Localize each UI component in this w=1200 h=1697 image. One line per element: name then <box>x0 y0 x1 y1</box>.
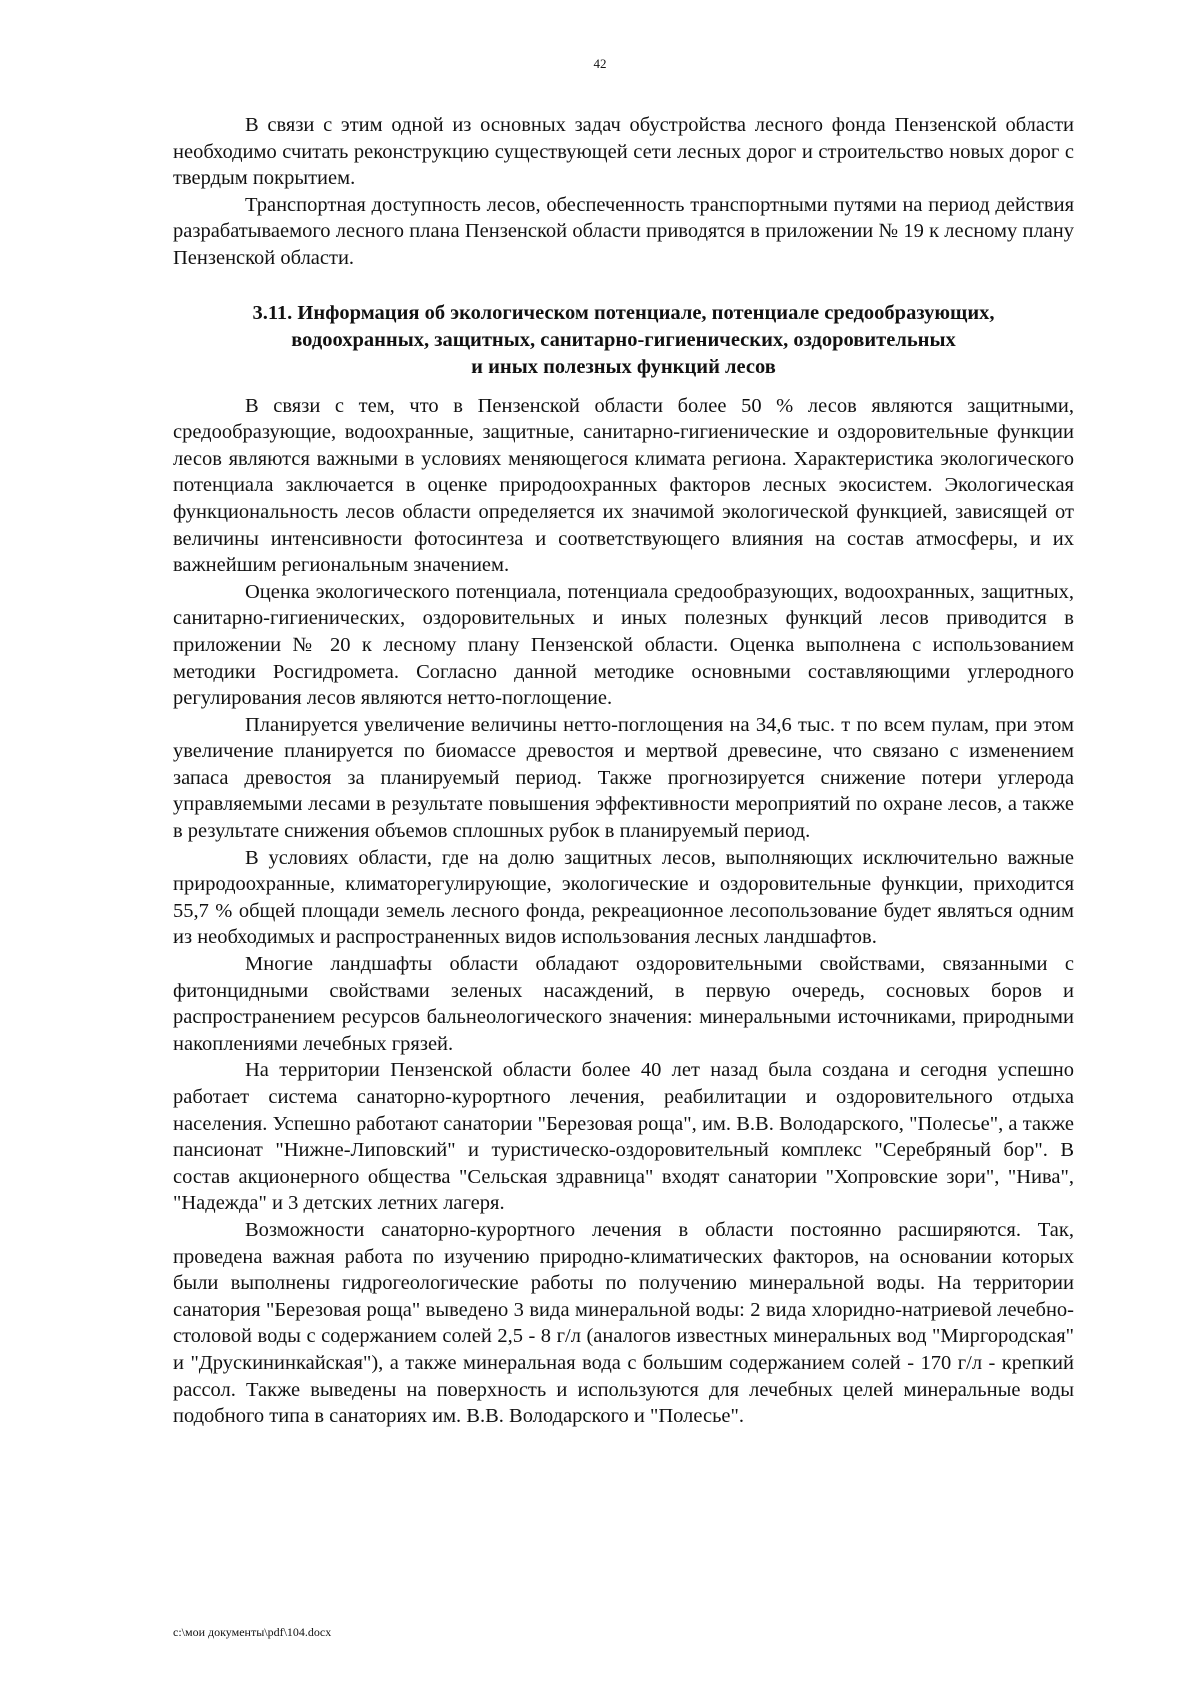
section-heading-line-2: водоохранных, защитных, санитарно-гигиенических, оздоровительных <box>291 328 956 351</box>
paragraph-landscapes: Многие ландшафты области обладают оздоровительными свойствами, связанными с фитонцидными свойствами зеленых насаждений, в первую очередь, сосновых боров и распространением ресурсов бальнеологического значения: минеральными источниками, природными накоплениями лечебных грязей. <box>173 953 1074 1055</box>
paragraph-intro-1: В связи с этим одной из основных задач обустройства лесного фонда Пензенской области необходимо считать реконструкцию существующей сети лесных дорог и строительство новых дорог с твердым покрытием. <box>173 114 1074 190</box>
page-number: 42 <box>593 56 607 71</box>
paragraph-ecological-potential: В связи с тем, что в Пензенской области более 50 % лесов являются защитными, средообразующие, водоохранные, защитные, санитарно-гигиенические и оздоровительные функции лесов являются важными в условиях меняющегося климата региона. Характеристика экологического потенциала заключается в оценке природоохранных факторов лесных экосистем. Экологическая функциональность лесов области определяется их значимой экологической функцией, зависящей от величины интенсивности фотосинтеза и соответствующего влияния на состав атмосферы, и их важнейшим региональным значением. <box>173 394 1074 577</box>
section-heading-line-3: и иных полезных функций лесов <box>471 355 776 378</box>
section-heading <box>173 300 1074 381</box>
paragraph-mineral-water: Возможности санаторно-курортного лечения в области постоянно расширяются. Так, проведена важная работа по изучению природно-климатических факторов, на основании которых были выполнены гидрогеологические работы по получению минеральной воды. На территории санатория "Березовая роща" выведено 3 вида минеральной воды: 2 вида хлоридно-натриевой лечебно-столовой воды с содержанием солей 2,5 - 8 г/л (аналогов известных минеральных вод "Миргородская" и "Друскининкайская"), а также минеральная вода с большим содержанием солей - 170 г/л - крепкий рассол. Также выведены на поверхность и используются для лечебных целей минеральные воды подобного типа в санаториях им. В.В. Володарского и "Полесье". <box>173 1218 1074 1428</box>
paragraph-assessment: Оценка экологического потенциала, потенциала средообразующих, водоохранных, защитных, санитарно-гигиенических, оздоровительных и иных полезных функций лесов приводится в приложении № 20 к лесному плану Пензенской области. Оценка выполнена с использованием методики Росгидромета. Согласно данной методике основными составляющими углеродного регулирования лесов являются нетто-поглощение. <box>173 580 1074 710</box>
footer-file-path: c:\мои документы\pdf\104.docx <box>173 1625 332 1639</box>
paragraph-sanatoriums: На территории Пензенской области более 40 лет назад была создана и сегодня успешно работает система санаторно-курортного лечения, реабилитации и оздоровительного отдыха населения. Успешно работают санатории "Березовая роща", им. В.В. Володарского, "Полесье", а также пансионат "Нижне-Липовский" и туристическо-оздоровительный комплекс "Серебряный бор". В состав акционерного общества "Сельская здравница" входят санатории "Хопровские зори", "Нива", "Надежда" и 3 детских летних лагеря. <box>173 1059 1074 1215</box>
document-body <box>173 112 1074 1430</box>
paragraph-intro-2: Транспортная доступность лесов, обеспеченность транспортными путями на период действия разрабатываемого лесного плана Пензенской области приводятся в приложении № 19 к лесному плану Пензенской области. <box>173 193 1074 269</box>
paragraph-protective-forests: В условиях области, где на долю защитных лесов, выполняющих исключительно важные природоохранные, климаторегулирующие, экологические и оздоровительные функции, приходится 55,7 % общей площади земель лесного фонда, рекреационное лесопользование будет являться одним из необходимых и распространенных видов использования лесных ландшафтов. <box>173 846 1074 949</box>
paragraph-net-absorption: Планируется увеличение величины нетто-поглощения на 34,6 тыс. т по всем пулам, при этом увеличение планируется по биомассе древостоя и мертвой древесине, что связано с изменением запаса древостоя за планируемый период. Также прогнозируется снижение потери углерода управляемыми лесами в результате повышения эффективности мероприятий по охране лесов, а также в результате снижения объемов сплошных рубок в планируемый период. <box>173 713 1074 843</box>
section-heading-line-1: 3.11. Информация об экологическом потенциале, потенциале средообразующих, <box>252 301 995 324</box>
